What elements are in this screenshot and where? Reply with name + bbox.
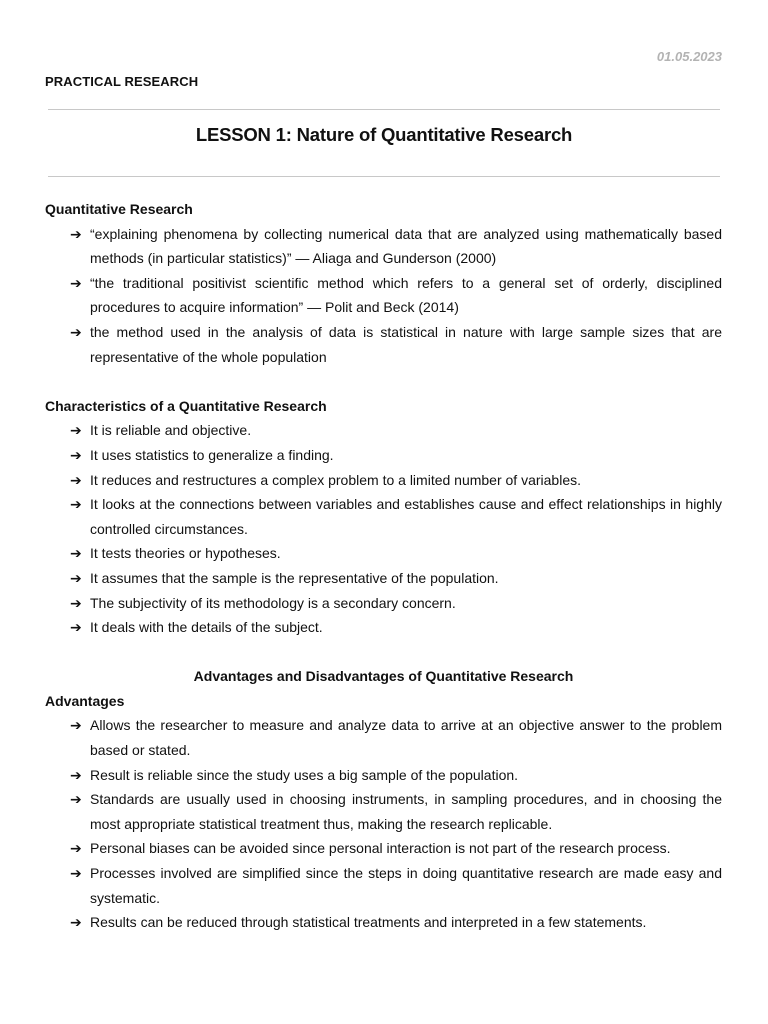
list-item (45, 763, 722, 788)
list-item (45, 713, 722, 762)
document-body (45, 197, 722, 935)
list-item-text: It looks at the connections between variables and establishes cause and effect relationships in highly controlled circumstances. (90, 496, 722, 537)
list-item-text: Allows the researcher to measure and analyze data to arrive at an objective answer to the problem based or stated. (90, 717, 722, 759)
arrow-right-icon: ➔ (70, 274, 82, 291)
list-item (45, 910, 722, 935)
list-item-text: Processes involved are simplified since the steps in doing quantitative research are made easy and systematic. (90, 865, 722, 906)
list-item-text: Personal biases can be avoided since personal interaction is not part of the research process. (90, 840, 671, 857)
arrow-right-icon: ➔ (70, 471, 82, 488)
arrow-right-icon: ➔ (70, 791, 82, 808)
definition-list (45, 222, 722, 370)
list-item-text: The subjectivity of its methodology is a secondary concern. (90, 594, 456, 611)
list-item-text: It is reliable and objective. (90, 422, 252, 439)
list-item (45, 320, 722, 369)
advantages-list (45, 713, 722, 934)
list-item-text: It reduces and restructures a complex problem to a limited number of variables. (90, 471, 582, 488)
list-item-text: “explaining phenomena by collecting numerical data that are analyzed using mathematically based methods (in particular statistics)” — Aliaga and Gunderson (2000) (90, 225, 722, 267)
list-item (45, 591, 722, 616)
arrow-right-icon: ➔ (70, 865, 82, 882)
divider-top (48, 109, 720, 110)
list-item (45, 861, 722, 910)
arrow-right-icon: ➔ (70, 569, 82, 586)
arrow-right-icon: ➔ (70, 840, 82, 857)
list-item-text: It assumes that the sample is the representative of the population. (90, 569, 499, 586)
arrow-right-icon: ➔ (70, 446, 82, 463)
list-item-text: It tests theories or hypotheses. (90, 545, 281, 562)
arrow-right-icon: ➔ (70, 914, 82, 931)
section-heading-definition: Quantitative Research (45, 201, 193, 217)
list-item-text: Results can be reduced through statistical treatments and interpreted in a few statements. (90, 914, 647, 931)
list-item (45, 271, 722, 320)
list-item-text: It deals with the details of the subject. (90, 619, 323, 636)
spacer (45, 640, 722, 665)
arrow-right-icon: ➔ (70, 496, 82, 513)
list-item-text: It uses statistics to generalize a finding. (90, 446, 334, 463)
list-item-text: “the traditional positivist scientific method which refers to a general set of orderly, disciplined procedures to acquire information” — Polit and Beck (2014) (90, 274, 722, 316)
arrow-right-icon: ➔ (70, 422, 82, 439)
section-heading-advantages-disadvantages: Advantages and Disadvantages of Quantitative Research (193, 668, 574, 685)
list-item (45, 468, 722, 493)
arrow-right-icon: ➔ (70, 717, 82, 734)
arrow-right-icon: ➔ (70, 619, 82, 636)
list-item (45, 566, 722, 591)
list-item (45, 615, 722, 640)
divider-bottom (48, 176, 720, 177)
list-item-text: Standards are usually used in choosing instruments, in sampling procedures, and in choosing the most appropriate statistical treatment thus, making the research replicable. (90, 791, 722, 832)
list-item (45, 492, 722, 541)
list-item (45, 222, 722, 271)
list-item (45, 836, 722, 861)
document-date: 01.05.2023 (656, 49, 722, 64)
lesson-title: LESSON 1: Nature of Quantitative Research (195, 124, 573, 145)
course-title: PRACTICAL RESEARCH (45, 74, 199, 89)
list-item (45, 541, 722, 566)
characteristics-list (45, 418, 722, 639)
arrow-right-icon: ➔ (70, 323, 82, 340)
section-heading-advantages: Advantages (45, 692, 125, 709)
spacer (45, 369, 722, 394)
arrow-right-icon: ➔ (70, 225, 82, 242)
list-item-text: Result is reliable since the study uses a big sample of the population. (90, 766, 519, 783)
arrow-right-icon: ➔ (70, 545, 82, 562)
list-item (45, 443, 722, 468)
list-item (45, 418, 722, 443)
list-item-text: the method used in the analysis of data is statistical in nature with large sample sizes that are representative of the whole population (90, 323, 722, 365)
section-heading-characteristics: Characteristics of a Quantitative Research (45, 397, 327, 414)
arrow-right-icon: ➔ (70, 766, 82, 783)
arrow-right-icon: ➔ (70, 594, 82, 611)
list-item (45, 787, 722, 836)
